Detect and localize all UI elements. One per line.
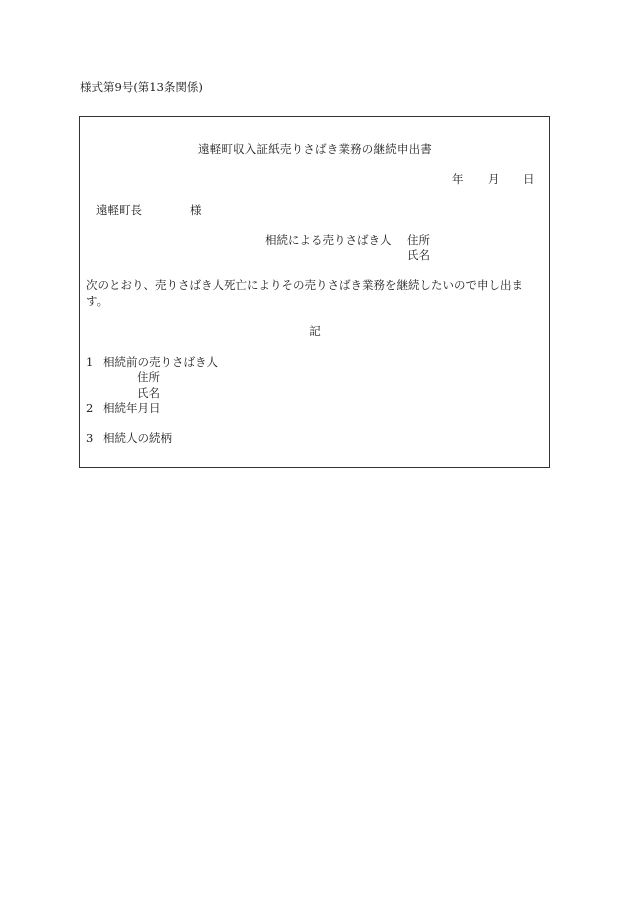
body-text-line-1: 次のとおり、売りさばき人死亡によりその売りさばき業務を継続したいので申し出ま (86, 278, 523, 292)
applicant-address-label: 住所 (407, 233, 430, 247)
item-address-label: 住所 (137, 370, 160, 384)
date-month-label: 月 (488, 172, 500, 186)
item-label: 相続前の売りさばき人 (103, 355, 218, 369)
applicant-label: 相続による売りさばき人 (265, 233, 392, 247)
form-border (79, 116, 550, 468)
item-number: 2 (86, 401, 94, 415)
ki-heading: 記 (309, 324, 321, 338)
item-label: 相続年月日 (103, 401, 161, 415)
addressee: 遠軽町長 (96, 203, 142, 217)
item-number: 3 (86, 431, 94, 445)
document-title: 遠軽町収入証紙売りさばき業務の継続申出書 (198, 142, 432, 156)
date-day-label: 日 (523, 172, 535, 186)
form-number-label: 様式第9号(第13条関係) (80, 80, 203, 94)
date-year-label: 年 (452, 172, 464, 186)
item-number: 1 (86, 355, 94, 369)
addressee-honorific: 様 (190, 203, 202, 217)
body-text-line-2: す。 (86, 294, 109, 308)
applicant-name-label: 氏名 (407, 248, 430, 262)
item-label: 相続人の続柄 (103, 431, 172, 445)
item-name-label: 氏名 (137, 386, 160, 400)
